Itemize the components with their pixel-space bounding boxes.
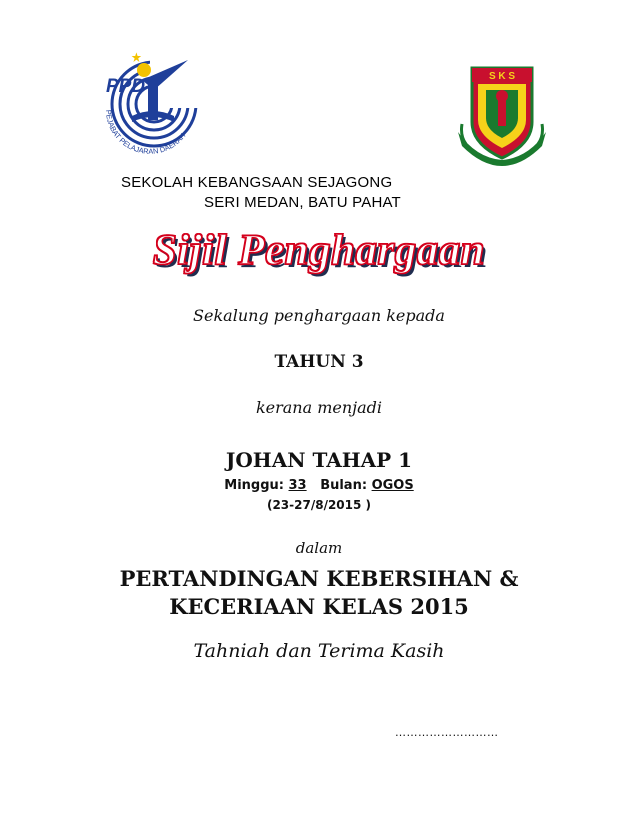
crest-initials: S K S xyxy=(488,71,516,82)
ppd-crest-icon xyxy=(92,50,204,162)
school-crest-logo xyxy=(456,62,548,166)
award-title: JOHAN TAHAP 1 xyxy=(225,448,413,472)
context-lead: dalam xyxy=(295,539,343,557)
competition-title-line1: PERTANDINGAN KEBERSIHAN & xyxy=(119,566,519,591)
certificate-title: Sijil Penghargaan xyxy=(152,227,486,274)
week-label: Minggu: xyxy=(224,478,284,493)
recipient-lead: Sekalung penghargaan kepada xyxy=(193,306,445,325)
recipient-name: TAHUN 3 xyxy=(274,352,364,372)
school-crest-icon xyxy=(456,62,548,166)
signature-line: ……………………… xyxy=(395,726,499,739)
school-location: SERI MEDAN, BATU PAHAT xyxy=(204,194,401,211)
ppd-ring-text: PEJABAT PELAJARAN DAERAH xyxy=(103,109,188,156)
school-name: SEKOLAH KEBANGSAAN SEJAGONG xyxy=(121,174,393,191)
closing-message: Tahniah dan Terima Kasih xyxy=(193,640,445,662)
reason-lead: kerana menjadi xyxy=(255,398,383,417)
competition-title-line2: KECERIAAN KELAS 2015 xyxy=(169,594,469,619)
ppd-initials: PPD xyxy=(106,76,146,97)
date-range: (23-27/8/2015 ) xyxy=(266,498,372,512)
week-value: 33 xyxy=(288,478,307,493)
month-label: Bulan: xyxy=(320,478,368,493)
week-month-line xyxy=(0,478,638,493)
month-value: OGOS xyxy=(371,478,414,493)
ppd-logo xyxy=(92,50,204,162)
